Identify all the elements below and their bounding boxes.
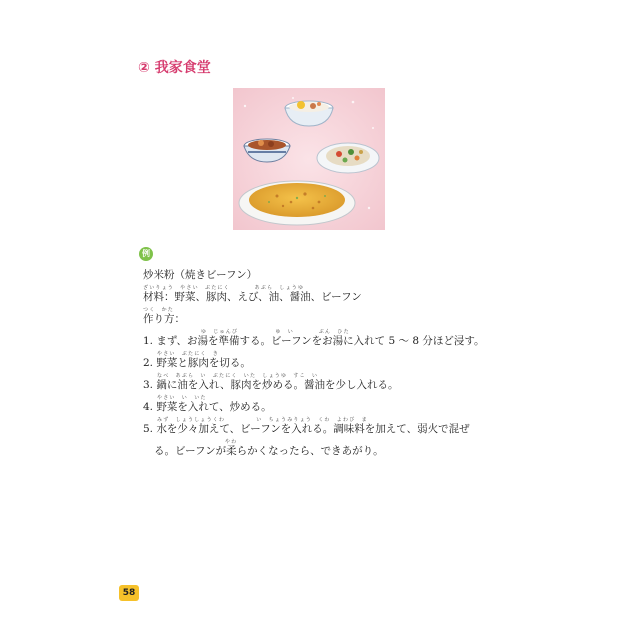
food-illustration: [233, 88, 385, 230]
stir-fry-plate-icon: [317, 143, 379, 173]
step-5-continued: [143, 438, 533, 460]
ingredients-line: [143, 284, 533, 306]
dish-name-line: [143, 262, 533, 284]
pancake-plate-icon: [239, 181, 355, 225]
section-title: ② 我家食堂: [138, 60, 211, 76]
ingredients-text: 材料：野菜、豚肉、えび、油、醤油、ビーフン: [143, 291, 362, 303]
step-1: [143, 328, 533, 350]
method-label: 作り方：: [143, 313, 185, 325]
example-badge: 例: [139, 247, 153, 261]
step-text: 4. 野菜を入れて、炒める。: [143, 401, 272, 413]
ingredients-ruby: ざいりょう やさい ぶたにく あぶら しょうゆ: [143, 285, 305, 291]
step-ruby: なべ あぶら い ぶたにく いた しょうゆ すこ い: [157, 373, 319, 379]
step-2: [143, 350, 533, 372]
step-text: 2. 野菜と豚肉を切る。: [143, 357, 251, 369]
step-4: [143, 394, 533, 416]
page-number: 58: [119, 585, 139, 601]
dish-name: 炒米粉（焼きビーフン）: [143, 269, 258, 281]
recipe-content: [143, 262, 533, 460]
step-text: る。ビーフンが柔らかくなったら、できあがり。: [154, 445, 384, 457]
step-ruby: ゆ じゅんび ゆ い ぶん ひた: [201, 329, 350, 335]
step-text: 5. 水を少々加えて、ビーフンを入れる。調味料を加えて、弱火で混ぜ: [143, 423, 470, 435]
step-ruby: やさい ぶたにく き: [157, 351, 220, 357]
step-text: 3. 鍋に油を入れ、豚肉を炒める。醤油を少し入れる。: [143, 379, 399, 391]
method-ruby: つく かた: [143, 307, 175, 313]
step-ruby: やわ: [225, 439, 238, 445]
method-line: [143, 306, 533, 328]
step-text: 1. まず、お湯を準備する。ビーフンをお湯に入れて 5 ～ 8 分ほど浸す。: [143, 335, 485, 347]
step-3: [143, 372, 533, 394]
step-ruby: やさい い いた: [157, 395, 207, 401]
step-ruby: みず しょうしょうくわ い ちょうみりょう くわ よわび ま: [157, 417, 368, 423]
step-5: [143, 416, 533, 438]
